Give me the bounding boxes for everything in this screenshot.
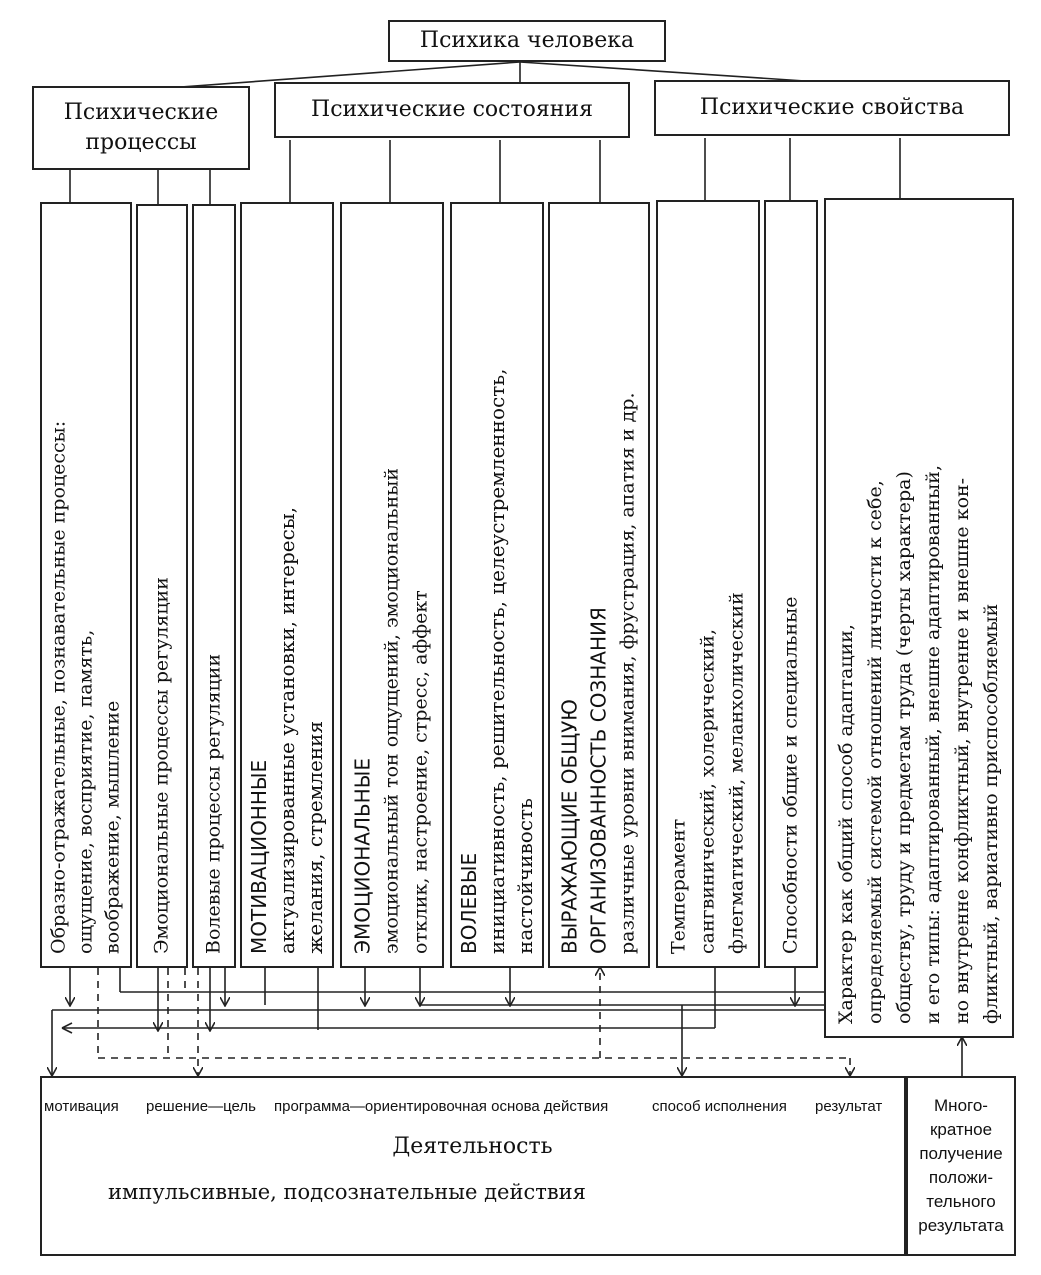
step-program: программа—ориентировочная основа действия: [274, 1098, 609, 1115]
column-cognitive-processes: [40, 202, 132, 968]
column-text-line: воображение, мышление: [101, 700, 124, 954]
column-text-line: Волевые процессы регуляции: [202, 653, 225, 954]
column-text-line: ВОЛЕВЫЕ: [457, 852, 481, 954]
column-abilities: [764, 200, 818, 968]
step-decision-goal: решение—цель: [146, 1098, 256, 1115]
repeat-line: положи-: [928, 1168, 994, 1187]
root-title: Психика человека: [419, 28, 635, 53]
column-character: [824, 198, 1014, 1038]
column-volitional-processes: [192, 204, 236, 968]
column-text-line: Темперамент: [667, 818, 690, 954]
column-text-line: Образно-отражательные, познавательные процессы:: [47, 420, 70, 954]
category-properties-label: Психические свойства: [699, 95, 965, 120]
impulsive-actions-label: импульсивные, подсознательные действия: [108, 1180, 586, 1204]
column-text: [46, 216, 127, 954]
column-text: [832, 212, 1006, 1024]
column-emotional-states: [340, 202, 444, 968]
step-motivation: мотивация: [44, 1098, 119, 1115]
column-text-line: отклик, настроение, стресс, аффект: [409, 590, 432, 954]
activity-label: Деятельность: [392, 1134, 553, 1159]
column-text-line: ЭМОЦИОНАЛЬНЫЕ: [350, 758, 375, 954]
column-text-line: сангвинический, холерический,: [696, 629, 719, 954]
column-text-line: определяемый системой отношений личности к себе,: [864, 480, 886, 1024]
column-text-line: Способности общие и специальные: [779, 596, 802, 954]
column-text: [148, 218, 177, 954]
column-text-line: МОТИВАЦИОННЫЕ: [247, 759, 271, 954]
column-text-line: но внутренне конфликтный, внутренне и внешне кон-: [951, 477, 973, 1024]
root-box: [388, 20, 666, 62]
column-motivational-states: [240, 202, 334, 968]
column-text-line: флегматический, меланхолический: [725, 592, 748, 954]
column-text-line: Эмоциональные процессы регуляции: [150, 577, 173, 954]
category-states-label: Психические состояния: [311, 97, 593, 122]
column-text-line: различные уровни внимания, фрустрация, апатия и др.: [616, 392, 639, 954]
repeat-result-box: [906, 1076, 1016, 1256]
column-text-line: обществу, труду и предметам труда (черты характера): [893, 471, 915, 1024]
column-consciousness-states: [548, 202, 650, 968]
step-execution-method: способ исполнения: [652, 1098, 787, 1115]
column-text: [200, 218, 229, 954]
repeat-line: получение: [919, 1144, 1003, 1163]
category-properties-box: [654, 80, 1010, 136]
column-text-line: инициативность, решительность, целеустремленность,: [485, 368, 509, 954]
repeat-line: тельного: [926, 1192, 996, 1211]
repeat-line: Много-: [934, 1096, 988, 1115]
repeat-line: кратное: [929, 1120, 993, 1139]
column-text: [455, 216, 539, 954]
column-text-line: ВЫРАЖАЮЩИЕ ОБЩУЮ: [557, 699, 582, 954]
column-volitional-states: [450, 202, 544, 968]
column-text-line: фликтный, вариативно приспособляемый: [980, 603, 1002, 1024]
column-text-line: ОРГАНИЗОВАННОСТЬ СОЗНАНИЯ: [586, 607, 611, 954]
column-emotional-processes: [136, 204, 188, 968]
column-text-line: эмоциональный тон ощущений, эмоциональный: [380, 467, 403, 954]
repeat-line: результата: [918, 1216, 1004, 1235]
step-result: результат: [815, 1098, 883, 1115]
column-text-line: и его типы: адаптированный, внешне адаптированный,: [922, 465, 944, 1024]
column-text: [245, 216, 329, 954]
category-processes-box: [32, 86, 250, 170]
category-states-box: [274, 82, 630, 138]
column-text-line: актуализированные установки, интересы,: [275, 506, 299, 954]
column-text-line: настойчивость: [513, 798, 537, 954]
column-text-line: желания, стремления: [303, 720, 327, 954]
column-text: [556, 216, 643, 954]
category-processes-label: Психические процессы: [63, 100, 219, 155]
column-text: [777, 214, 806, 954]
column-temperament: [656, 200, 760, 968]
column-text-line: Характер как общий способ адаптации,: [835, 624, 857, 1024]
column-text-line: ощущение, восприятие, память,: [74, 629, 97, 954]
column-text: [665, 214, 752, 954]
column-text: [349, 216, 436, 954]
